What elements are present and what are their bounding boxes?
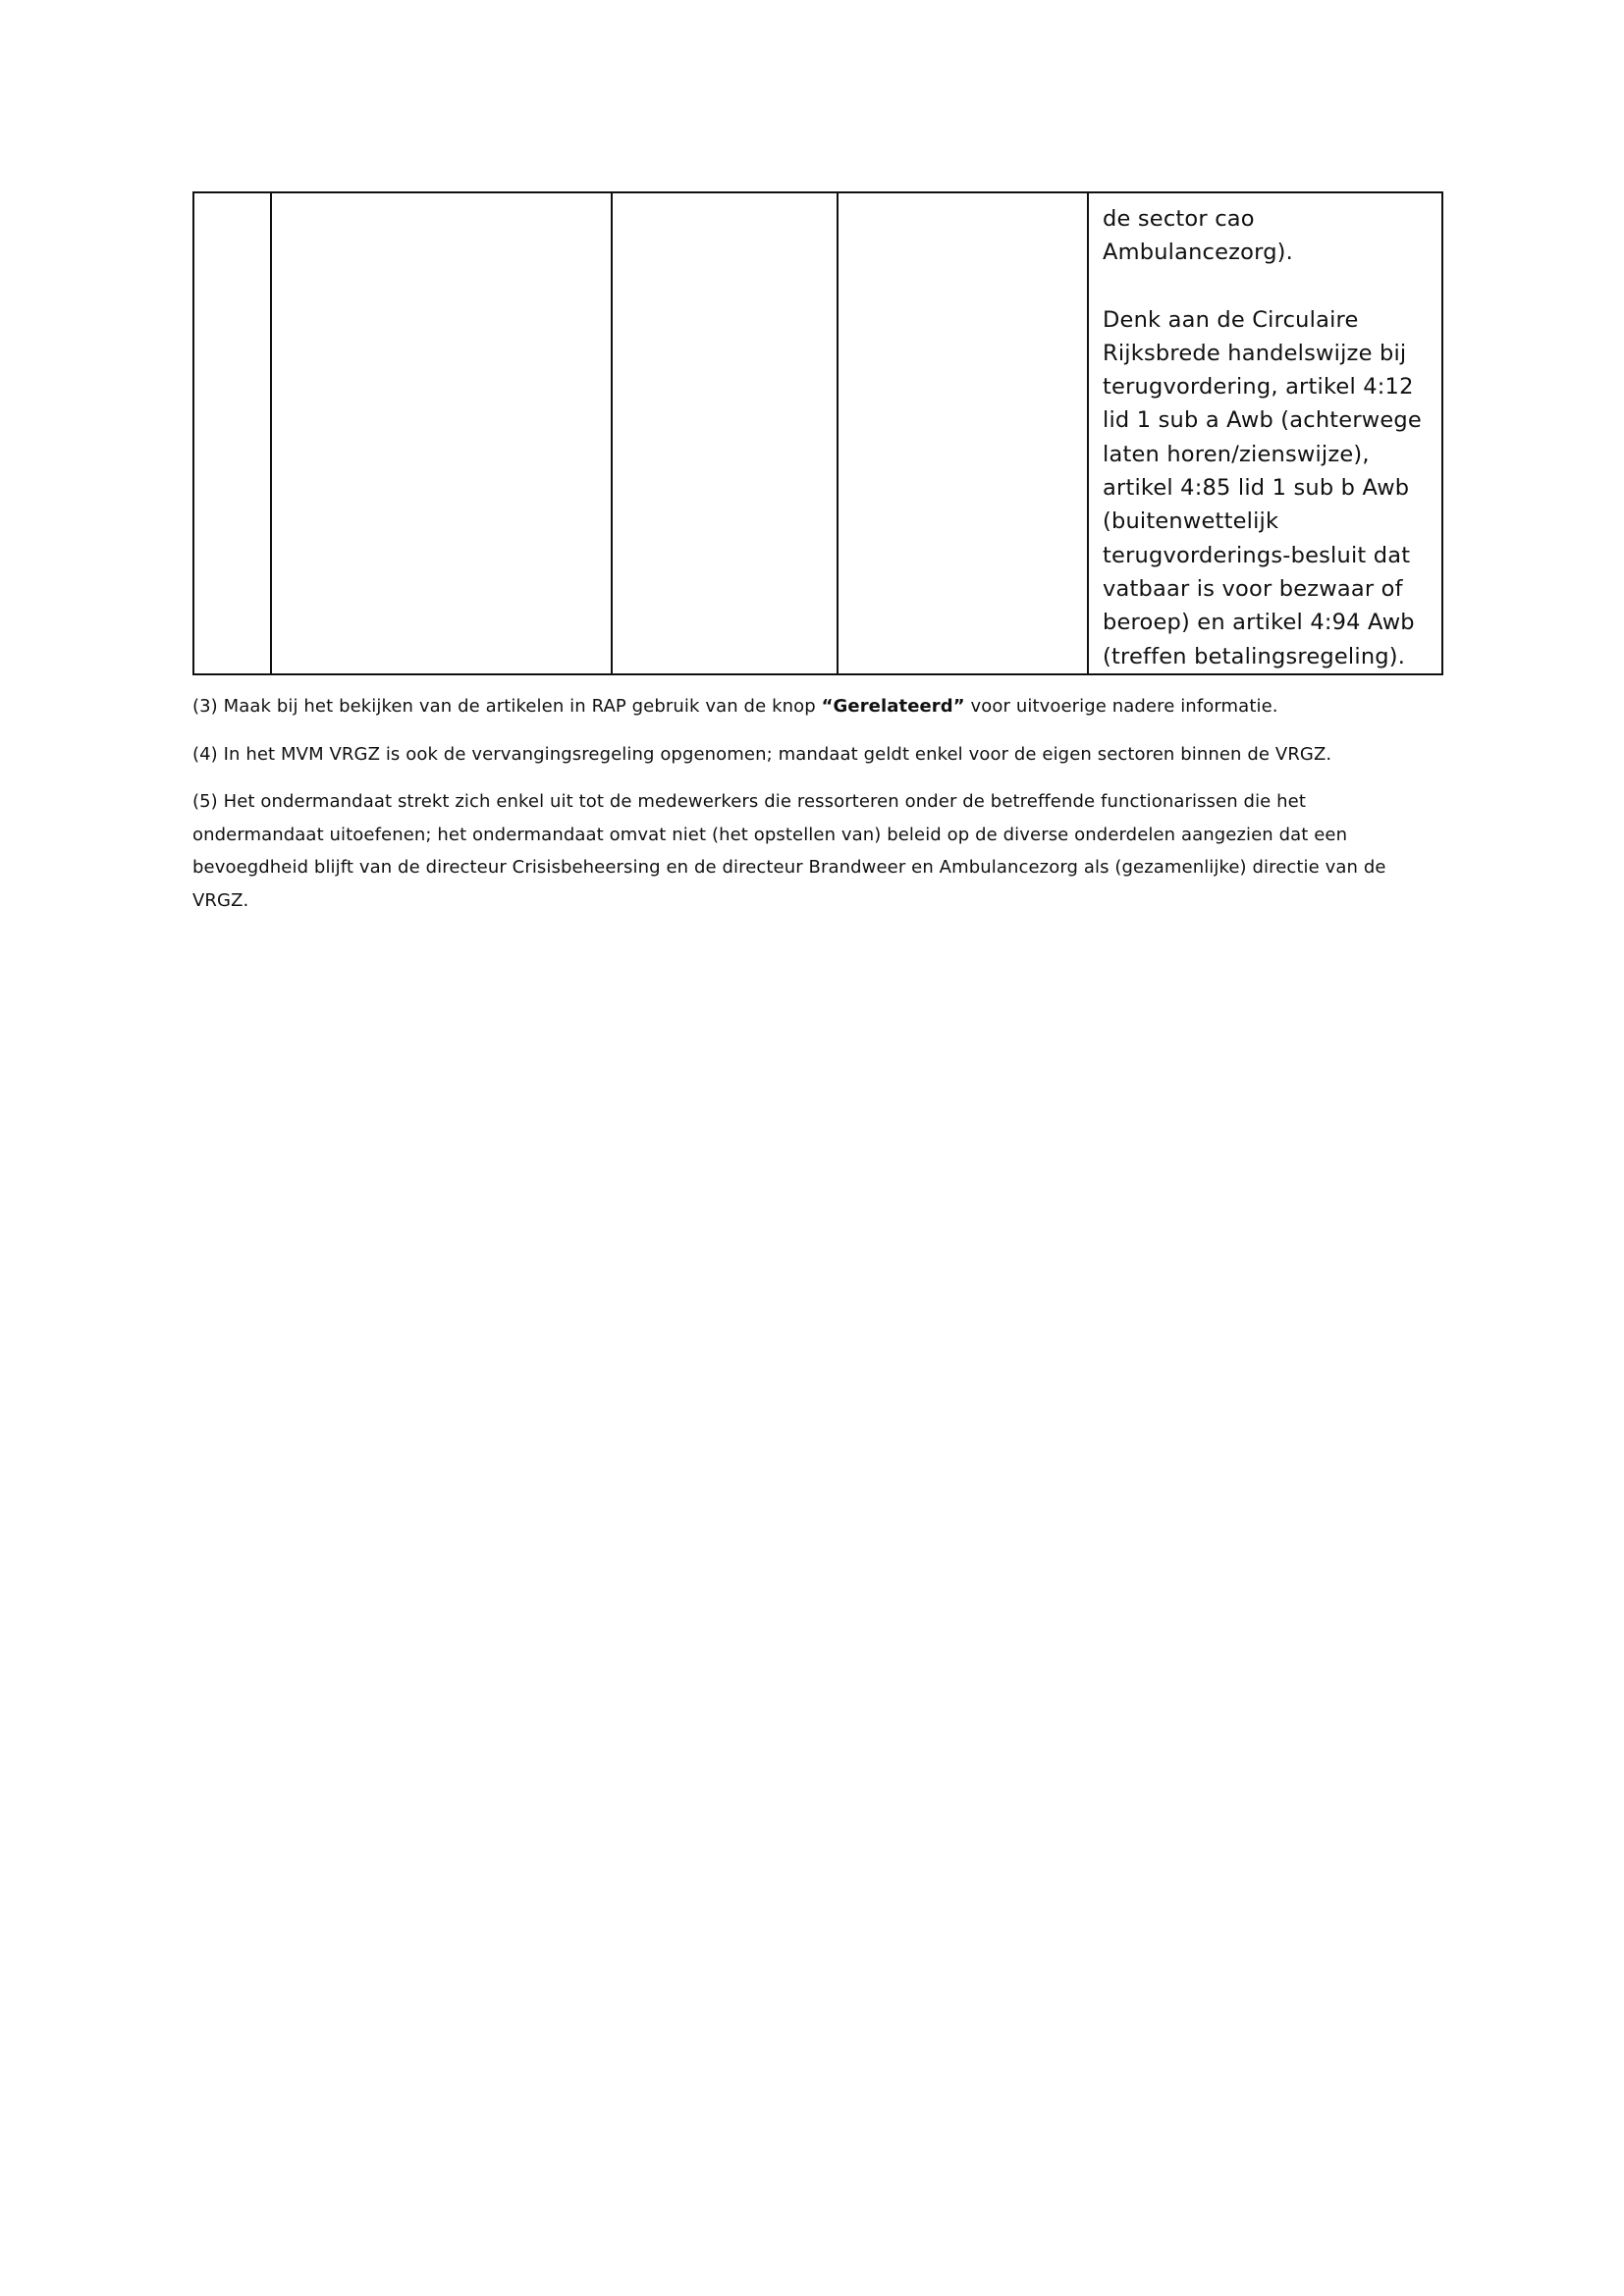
footnote-3: [192, 690, 1432, 723]
table-row: [193, 192, 1442, 674]
mandate-table-continuation: [192, 191, 1443, 675]
continuation-table-wrapper: [192, 191, 1432, 675]
footnotes: [192, 690, 1432, 932]
remarks-paragraph: de sector cao Ambulancezorg).: [1103, 206, 1294, 266]
footnote-3-bold-term: “Gerelateerd”: [821, 696, 965, 717]
footnote-4: (4) In het MVM VRGZ is ook de vervangingsregeling opgenomen; mandaat geldt enkel voor de eigen sectoren binnen de VRGZ.: [192, 743, 1332, 765]
footnote-5: (5) Het ondermandaat strekt zich enkel uit tot de medewerkers die ressorteren onder de betreffende functionarissen die het ondermandaat uitoefenen; het ondermandaat omvat niet (het opstellen van) beleid op de diverse onderdelen aangezien dat een bevoegdheid blijft van de directeur Crisisbeheersing en de directeur Brandweer en Ambulancezorg als (gezamenlijke) directie van de VRGZ.: [192, 791, 1386, 911]
table-cell-remarks: [1088, 192, 1442, 674]
table-cell-number: [193, 192, 271, 674]
footnote-3-text: (3) Maak bij het bekijken van de artikelen in RAP gebruik van de knop: [192, 696, 822, 717]
table-cell-description: [271, 192, 612, 674]
table-cell-ondermandaat: [838, 192, 1088, 674]
remarks-paragraph: Denk aan de Circulaire Rijksbrede handelswijze bij terugvordering, artikel 4:12 lid 1 sub a Awb (achterwege laten horen/zienswijze), artikel 4:85 lid 1 sub b Awb (buitenwettelijk terugvorderings-besluit dat vatbaar is voor bezwaar of beroep) en artikel 4:94 Awb (treffen betalingsregeling).: [1103, 306, 1422, 669]
footnote-3-text-end: voor uitvoerige nadere informatie.: [964, 696, 1278, 717]
table-cell-mandate: [612, 192, 838, 674]
remarks-text: [1089, 193, 1441, 673]
